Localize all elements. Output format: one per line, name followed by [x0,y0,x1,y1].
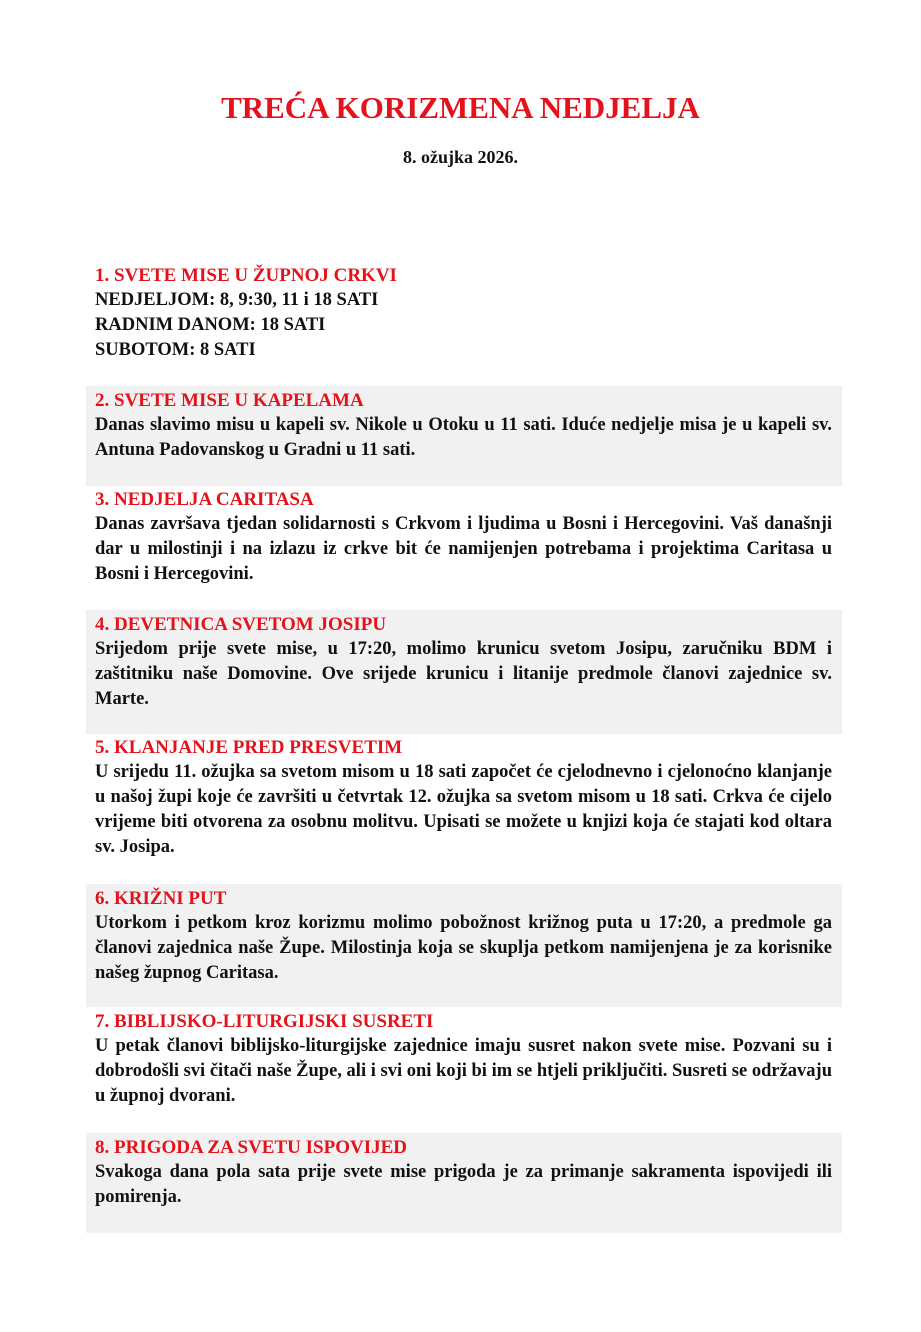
schedule-saturday: SUBOTOM: 8 SATI [95,340,256,360]
schedule-weekday: RADNIM DANOM: 18 SATI [95,315,326,335]
section-body: Svakoga dana pola sata prije svete mise prigoda je za primanje sakramenta ispovijedi ili pomirenja. [95,1162,832,1207]
section-confession [86,1133,842,1233]
section-body: U petak članovi biblijsko-liturgijske zajednice imaju susret nakon svete mise. Pozvani su i dobrodošli svi čitači naše Župe, ali i svi oni koji bi im se htjeli priključiti. Susreti se održavaju u župnoj dvorani. [95,1036,832,1106]
section-chapel-masses [86,386,842,486]
page-date: 8. ožujka 2026. [402,147,518,167]
page-title: TREĆA KORIZMENA NEDJELJA [221,90,700,125]
section-adoration [86,735,842,867]
section-biblical-meetings [86,1009,842,1115]
section-heading: 4. DEVETNICA SVETOM JOSIPU [95,614,387,635]
section-body: Utorkom i petkom kroz korizmu molimo pobožnost križnog puta u 17:20, a predmole ga članovi zajednica naše Župe. Milostinja koja se skuplja petkom namijenjena je za korisnike našeg župnog Caritasa. [95,913,832,983]
section-caritas-sunday [86,487,842,591]
section-way-of-the-cross [86,884,842,1007]
section-body: Danas završava tjedan solidarnosti s Crkvom i ljudima u Bosni i Hercegovini. Vaš današnji dar u milostinji i na izlazu iz crkve bit će namijenjen potrebama i projektima Caritasa u Bosni i Hercegovini. [95,514,832,584]
section-heading: 3. NEDJELJA CARITASA [95,489,314,510]
section-heading: 5. KLANJANJE PRED PRESVETIM [95,737,403,758]
section-heading: 6. KRIŽNI PUT [95,888,227,909]
schedule-sunday: NEDJELJOM: 8, 9:30, 11 i 18 SATI [95,290,379,310]
section-heading: 2. SVETE MISE U KAPELAMA [95,390,364,411]
section-heading: 7. BIBLIJSKO-LITURGIJSKI SUSRETI [95,1011,434,1032]
section-body: Srijedom prije svete mise, u 17:20, molimo krunicu svetom Josipu, zaručniku BDM i zaštitniku naše Domovine. Ove srijede krunicu i litanije predmole članovi zajednice sv. Marte. [95,639,832,709]
section-body: U srijedu 11. ožujka sa svetom misom u 18 sati započet će cjelodnevno i cjelonoćno klanjanje u našoj župi koje će završiti u četvrtak 12. ožujka sa svetom misom u 18 sati. Crkva će cijelo vrijeme biti otvorena za osobnu molitvu. Upisati se možete u knjizi koja će stajati kod oltara sv. Josipa. [95,762,832,857]
section-heading: 1. SVETE MISE U ŽUPNOJ CRKVI [95,265,397,286]
section-novena [86,610,842,734]
section-heading: 8. PRIGODA ZA SVETU ISPOVIJED [95,1137,407,1158]
section-body: Danas slavimo misu u kapeli sv. Nikole u Otoku u 11 sati. Iduće nedjelje misa je u kapeli sv. Antuna Padovanskog u Gradni u 11 sati. [95,415,832,460]
section-mass-schedule [86,263,842,368]
